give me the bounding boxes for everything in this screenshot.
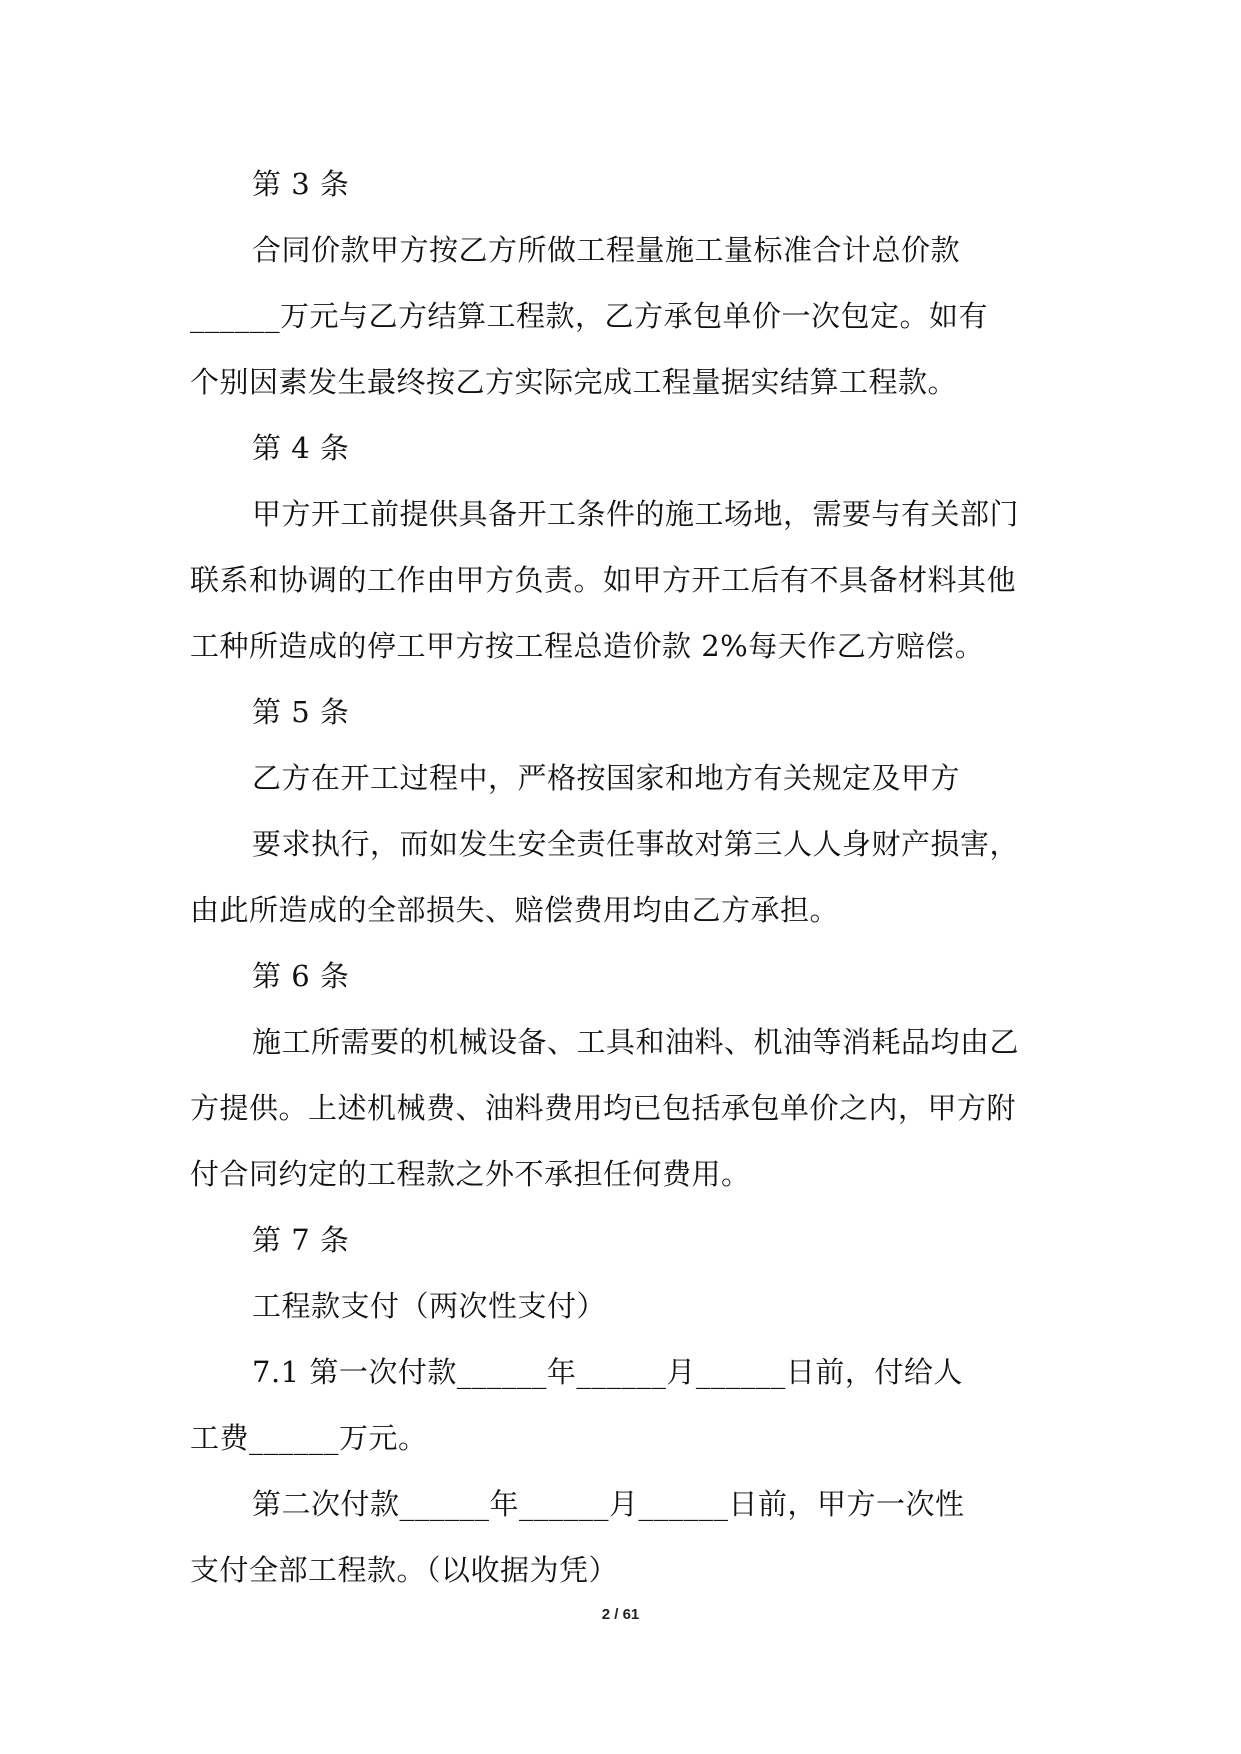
article-3-text-line-2: ______万元与乙方结算工程款，乙方承包单价一次包定。如有 <box>190 299 989 333</box>
payment-1-line-1: 7.1 第一次付款______年______月______日前，付给人 <box>252 1355 963 1389</box>
article-4-text-line-3: 工种所造成的停工甲方按工程总造价款 2%每天作乙方赔偿。 <box>190 629 985 663</box>
article-5-heading: 第 5 条 <box>252 695 350 729</box>
article-6-text-line-3: 付合同约定的工程款之外不承担任何费用。 <box>190 1157 751 1191</box>
article-3-text-line-1: 合同价款甲方按乙方所做工程量施工量标准合计总价款 <box>252 233 961 267</box>
article-7-subtitle: 工程款支付（两次性支付） <box>252 1289 607 1323</box>
article-3-heading: 第 3 条 <box>252 167 350 201</box>
payment-2-line-2: 支付全部工程款。（以收据为凭） <box>190 1553 619 1587</box>
article-6-heading: 第 6 条 <box>252 959 350 993</box>
article-6-text-line-1: 施工所需要的机械设备、工具和油料、机油等消耗品均由乙 <box>252 1025 1020 1059</box>
page-indicator: 2 / 61 <box>601 1606 640 1623</box>
article-5-text-line-2: 要求执行，而如发生安全责任事故对第三人人身财产损害， <box>252 827 1020 861</box>
article-7-heading: 第 7 条 <box>252 1223 350 1257</box>
article-4-text-line-1: 甲方开工前提供具备开工条件的施工场地，需要与有关部门 <box>252 497 1020 531</box>
article-4-heading: 第 4 条 <box>252 431 350 465</box>
article-4-text-line-2: 联系和协调的工作由甲方负责。如甲方开工后有不具备材料其他 <box>190 563 1017 597</box>
payment-2-line-1: 第二次付款______年______月______日前，甲方一次性 <box>252 1487 965 1521</box>
article-3-text-line-3: 个别因素发生最终按乙方实际完成工程量据实结算工程款。 <box>190 365 958 399</box>
article-5-text-line-3: 由此所造成的全部损失、赔偿费用均由乙方承担。 <box>190 893 840 927</box>
article-6-text-line-2: 方提供。上述机械费、油料费用均已包括承包单价之内，甲方附 <box>190 1091 1017 1125</box>
article-5-text-line-1: 乙方在开工过程中，严格按国家和地方有关规定及甲方 <box>252 761 961 795</box>
payment-1-line-2: 工费______万元。 <box>190 1421 428 1455</box>
